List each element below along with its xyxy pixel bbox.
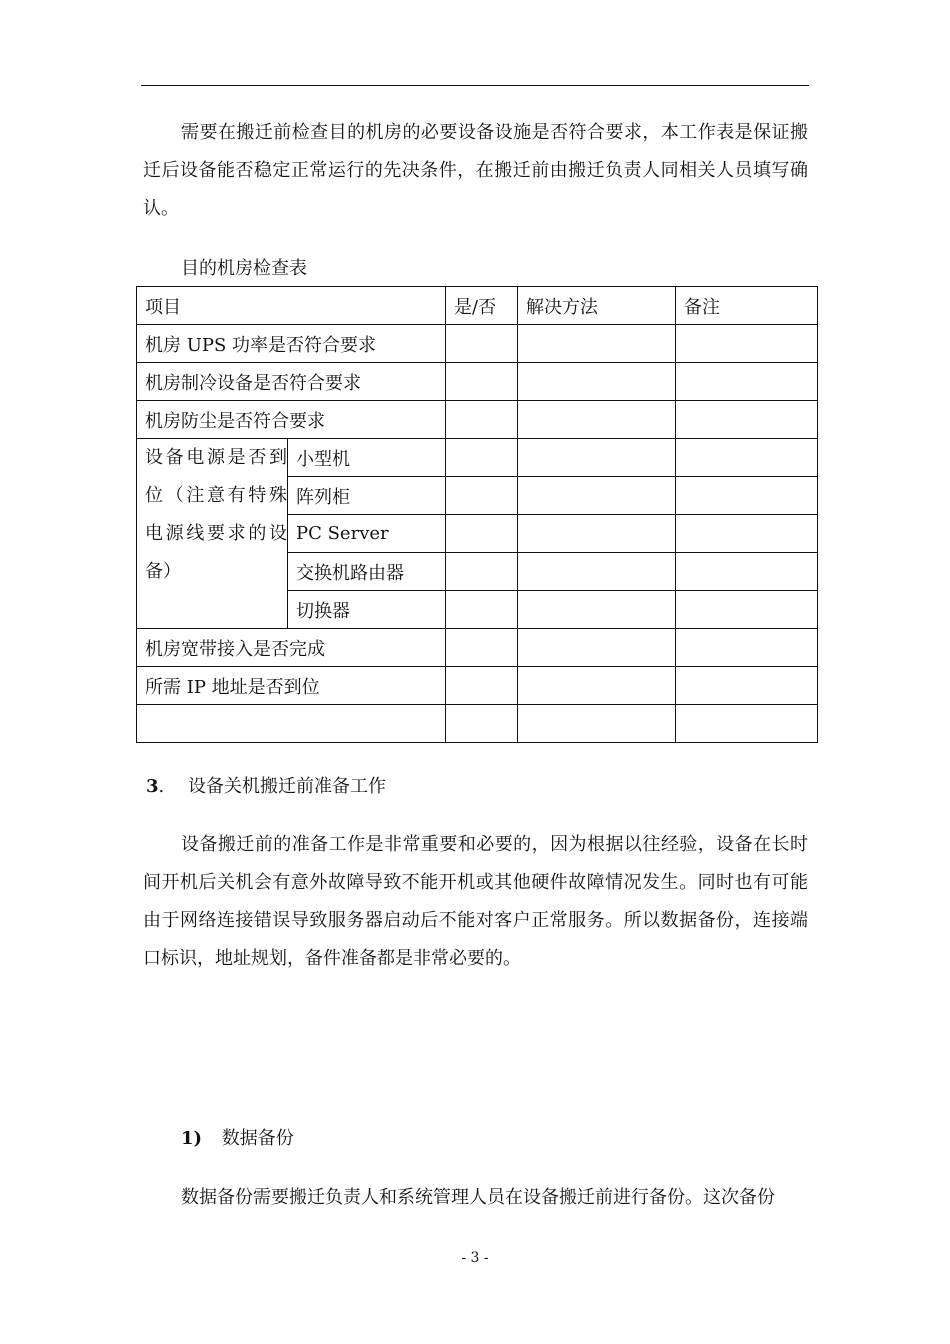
row-item-label: 机房防尘是否符合要求 xyxy=(137,401,446,439)
solution-cell xyxy=(518,629,676,667)
header-rule xyxy=(141,85,809,86)
device-label: 切换器 xyxy=(288,591,446,629)
remarks-cell xyxy=(676,591,818,629)
table-row xyxy=(137,439,818,477)
solution-cell xyxy=(518,325,676,363)
device-label: 阵列柜 xyxy=(288,477,446,515)
page-number: - 3 - xyxy=(461,1250,489,1266)
solution-cell xyxy=(518,477,676,515)
section-paragraph: 设备搬迁前的准备工作是非常重要和必要的，因为根据以往经验，设备在长时间开机后关机会有意外故障导致不能开机或其他硬件故障情况发生。同时也有可能由于网络连接错误导致服务器启动后不能对客户正常服务。所以数据备份，连接端口标识，地址规划，备件准备都是非常必要的。 xyxy=(143,834,808,969)
remarks-cell xyxy=(676,325,818,363)
remarks-cell xyxy=(676,515,818,553)
subsection-paragraph: 数据备份需要搬迁负责人和系统管理人员在设备搬迁前进行备份。这次备份 xyxy=(181,1187,775,1208)
section-number: 3 xyxy=(146,776,159,797)
row-item-label: 机房制冷设备是否符合要求 xyxy=(137,363,446,401)
table-row xyxy=(137,325,818,363)
solution-cell xyxy=(518,667,676,705)
section-separator: . xyxy=(158,776,165,797)
header-remarks: 备注 xyxy=(676,287,818,325)
table-row xyxy=(137,363,818,401)
table-row xyxy=(137,401,818,439)
yes-no-cell xyxy=(446,325,518,363)
solution-cell xyxy=(518,591,676,629)
intro-paragraph: 需要在搬迁前检查目的机房的必要设备设施是否符合要求，本工作表是保证搬迁后设备能否稳定正常运行的先决条件，在搬迁前由搬迁负责人同相关人员填写确认。 xyxy=(143,122,808,219)
remarks-cell xyxy=(676,553,818,591)
header-solution: 解决方法 xyxy=(518,287,676,325)
section-heading xyxy=(146,772,386,798)
row-item-label: 所需 IP 地址是否到位 xyxy=(137,667,446,705)
yes-no-cell xyxy=(446,401,518,439)
header-yes-no: 是/否 xyxy=(446,287,518,325)
solution-cell xyxy=(518,515,676,553)
remarks-cell xyxy=(676,705,818,743)
subsection-title: 数据备份 xyxy=(221,1128,294,1149)
yes-no-cell xyxy=(446,591,518,629)
section-title: 设备关机搬迁前准备工作 xyxy=(188,776,386,797)
row-item-label: 机房宽带接入是否完成 xyxy=(137,629,446,667)
power-group-label: 设备电源是否到位（注意有特殊电源线要求的设备） xyxy=(137,439,288,629)
subsection-number: 1) xyxy=(181,1128,203,1149)
yes-no-cell xyxy=(446,515,518,553)
yes-no-cell xyxy=(446,629,518,667)
device-label: PC Server xyxy=(288,515,446,553)
solution-cell xyxy=(518,363,676,401)
solution-cell xyxy=(518,553,676,591)
header-item: 项目 xyxy=(137,287,446,325)
yes-no-cell xyxy=(446,477,518,515)
device-label: 交换机路由器 xyxy=(288,553,446,591)
table-row xyxy=(137,705,818,743)
table-caption: 目的机房检查表 xyxy=(181,258,307,279)
yes-no-cell xyxy=(446,553,518,591)
table-row xyxy=(137,629,818,667)
yes-no-cell xyxy=(446,363,518,401)
yes-no-cell xyxy=(446,439,518,477)
subsection-heading xyxy=(181,1124,294,1150)
yes-no-cell xyxy=(446,705,518,743)
row-item-label xyxy=(137,705,446,743)
solution-cell xyxy=(518,401,676,439)
solution-cell xyxy=(518,439,676,477)
remarks-cell xyxy=(676,363,818,401)
remarks-cell xyxy=(676,629,818,667)
yes-no-cell xyxy=(446,667,518,705)
checklist-table xyxy=(136,286,818,743)
device-label: 小型机 xyxy=(288,439,446,477)
table-header-row xyxy=(137,287,818,325)
table-row xyxy=(137,667,818,705)
remarks-cell xyxy=(676,439,818,477)
solution-cell xyxy=(518,705,676,743)
remarks-cell xyxy=(676,401,818,439)
remarks-cell xyxy=(676,477,818,515)
remarks-cell xyxy=(676,667,818,705)
row-item-label: 机房 UPS 功率是否符合要求 xyxy=(137,325,446,363)
